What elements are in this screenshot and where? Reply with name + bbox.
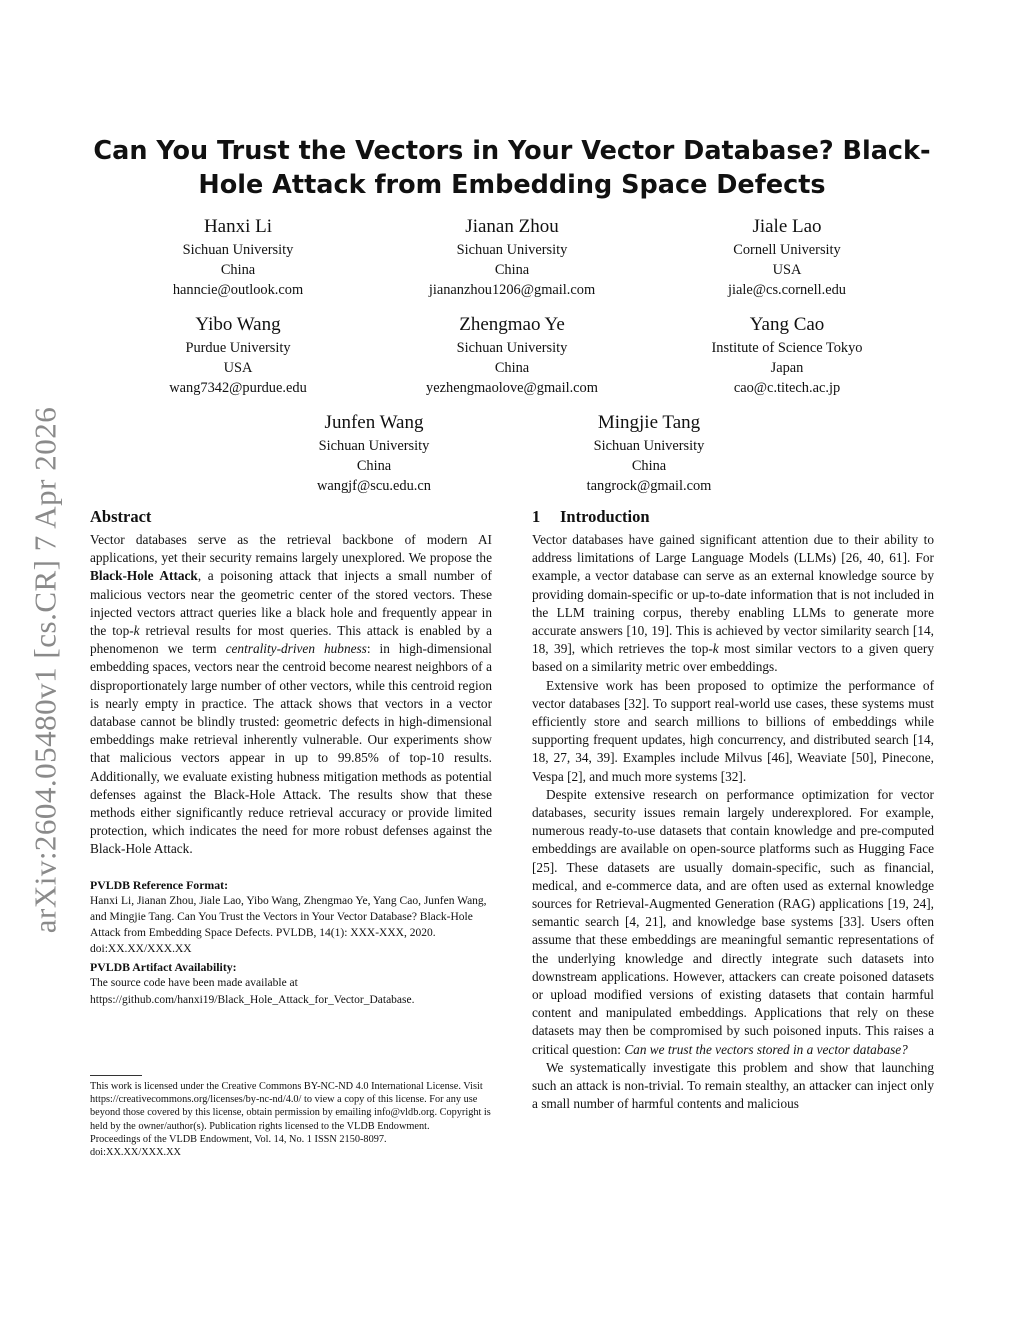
intro-paragraph: We systematically investigate this problem and show that launching such an attack is non-trivial. To remain stealthy, an attacker can inject only a small number of harmful contents and malicious (532, 1059, 934, 1112)
abstract-text: Vector databases serve as the retrieval backbone of modern AI applications, yet their security remains largely unexplored. We propose the Black-Hole Attack, a poisoning attack that injects a small number of malicious vectors near the geometric center of the stored vectors. These injected vectors attract queries like a black hole and frequently appear in the top-k retrieval results for most queries. This attack is enabled by a phenomenon we term centrality-driven hubness: in high-dimensional embedding spaces, vectors near the centroid become nearest neighbors of a disproportionately large number of other vectors, while this centroid region is nearly empty in practice. The attack shows that vectors in a vector database cannot be blindly trusted: geometric defects in high-dimensional embeddings make retrieval inherently vulnerable. Our experiments show that malicious vectors appear in up to 99.85% of top-10 results. Additionally, we evaluate existing hubness mitigation methods as potential defenses against the Black-Hole Attack. The results show that these methods either significantly reduce retrieval accuracy or provide limited protection, which indicates the need for more robust defenses against the Black-Hole Attack. (90, 532, 492, 857)
introduction-heading (532, 506, 934, 528)
author-name: Jiale Lao (752, 216, 822, 237)
author-country: USA (772, 262, 802, 278)
footnote-proceedings: Proceedings of the VLDB Endowment, Vol. 14, No. 1 ISSN 2150-8097. (90, 1133, 387, 1145)
author-card (382, 312, 642, 398)
intro-paragraph: Vector databases have gained significant attention due to their ability to address limitations of Large Language Models (LLMs) [26, 40, 61]. For example, a vector database can serve as an external knowledge source by providing domain-specific or up-to-date information that is not included in the LLM training corpus, thereby enabling LLMs to generate more accurate answers [10, 19]. This is achieved by vector similarity search [14, 18, 39], which retrieves the top-k most similar vectors to a given query based on a similarity metric over embeddings. (532, 532, 934, 675)
author-email[interactable]: wang7342@purdue.edu (169, 380, 307, 396)
author-email[interactable]: cao@c.titech.ac.jp (733, 380, 841, 396)
section-number: 1 (532, 507, 541, 526)
author-email[interactable]: yezhengmaolove@gmail.com (426, 380, 598, 396)
section-title: Introduction (560, 507, 650, 526)
arxiv-id-text: arXiv:2604.05480v1 [cs.CR] 7 Apr 2026 (27, 406, 62, 934)
author-row (0, 312, 1024, 402)
author-affiliation: Sichuan University (456, 242, 568, 258)
artifact-heading: PVLDB Artifact Availability: (90, 960, 237, 975)
author-email[interactable]: hanncie@outlook.com (172, 282, 304, 298)
artifact-text[interactable]: The source code have been made available at https://github.com/hanxi19/Black_Hole_Attack_for_Vector_Database. (90, 977, 415, 1006)
abstract-heading: Abstract (90, 507, 152, 526)
author-country: China (220, 262, 256, 278)
author-card (657, 214, 917, 300)
footnote-doi: doi:XX.XX/XXX.XX (90, 1147, 181, 1159)
author-affiliation: Sichuan University (593, 438, 705, 454)
paper-title: Can You Trust the Vectors in Your Vector Database? Black-Hole Attack from Embedding Space Defects (93, 136, 931, 200)
author-name: Junfen Wang (324, 412, 424, 433)
author-country: Japan (770, 360, 804, 376)
author-country: China (494, 262, 530, 278)
reference-format-text: Hanxi Li, Jianan Zhou, Jiale Lao, Yibo Wang, Zhengmao Ye, Yang Cao, Junfen Wang, and Mingjie Tang. Can You Trust the Vectors in Your Vector Database? Black-Hole Attack from Embedding Space Defects. PVLDB, 14(1): XXX-XXX, 2020. (90, 894, 487, 940)
author-row (0, 214, 1024, 304)
author-affiliation: Sichuan University (182, 242, 294, 258)
author-name: Yibo Wang (195, 314, 281, 335)
footnote-divider (90, 1075, 142, 1076)
author-affiliation: Institute of Science Tokyo (711, 340, 863, 356)
reference-doi: doi:XX.XX/XXX.XX (90, 943, 192, 956)
author-affiliation: Sichuan University (456, 340, 568, 356)
author-affiliation: Cornell University (733, 242, 841, 258)
author-affiliation: Sichuan University (318, 438, 430, 454)
footnote-license: This work is licensed under the Creative Commons BY-NC-ND 4.0 International License. Visit https://creativecommons.org/licenses/by-nc-nd/4.0/ to view a copy of this license. For any use beyond those covered by this license, obtain permission by emailing info@vldb.org. Copyright is held by the owner/author(s). Publication rights licensed to the VLDB Endowment. (90, 1081, 491, 1132)
author-card (657, 312, 917, 398)
author-name: Hanxi Li (203, 216, 273, 237)
author-name: Yang Cao (749, 314, 825, 335)
reference-format-heading: PVLDB Reference Format: (90, 877, 229, 892)
author-card (108, 312, 368, 398)
footnote (90, 1080, 492, 1159)
author-card (108, 214, 368, 300)
author-country: USA (223, 360, 253, 376)
right-column (532, 506, 934, 1114)
author-email[interactable]: wangjf@scu.edu.cn (317, 478, 431, 494)
author-country: China (494, 360, 530, 376)
left-column (90, 506, 492, 1008)
intro-paragraph: Extensive work has been proposed to optimize the performance of vector databases [32]. To support real-world use cases, these systems must efficiently store and search millions to billions of embeddings while supporting frequent updates, high concurrency, and distributed search [14, 18, 27, 34, 39]. Examples include Milvus [46], Weaviate [50], Pinecone, Vespa [2], and much more systems [32]. (532, 677, 934, 784)
author-card (519, 410, 779, 496)
author-row (0, 410, 1024, 500)
author-name: Mingjie Tang (597, 412, 701, 433)
author-card (382, 214, 642, 300)
abstract-bold-term: Black-Hole Attack (90, 568, 198, 584)
author-email[interactable]: jiale@cs.cornell.edu (728, 282, 846, 298)
author-affiliation: Purdue University (185, 340, 291, 356)
author-country: China (356, 458, 392, 474)
author-name: Jianan Zhou (465, 216, 559, 237)
author-email[interactable]: tangrock@gmail.com (586, 478, 712, 494)
author-email[interactable]: jiananzhou1206@gmail.com (428, 282, 596, 298)
abstract-italic-term: centrality-driven hubness (225, 641, 367, 657)
author-country: China (631, 458, 667, 474)
author-name: Zhengmao Ye (459, 314, 565, 335)
key-question: Can we trust the vectors stored in a vector database? (624, 1041, 908, 1057)
intro-paragraph: Despite extensive research on performance optimization for vector databases, security issues remain largely underexplored. For example, numerous ready-to-use datasets that contain knowledge and pre-computed embeddings are available on open-source platforms such as Hugging Face [25]. These datasets are usually domain-specific, such as financial, medical, and e-commerce data, and are often used as external knowledge sources for Retrieval-Augmented Generation (RAG) applications [19, 24], semantic search [4, 21], and knowledge base systems [33]. Users often assume that these embeddings are meaningful semantic representations of the underlying knowledge and directly integrate such datasets into downstream applications. However, attackers can create poisoned datasets or upload modified versions of existing datasets that contain harmful content and manipulated embeddings. Applications that rely on these datasets may then be compromised by such poisoned inputs. This raises a critical question: Can we trust the vectors stored in a vector database? (532, 786, 934, 1057)
author-card (244, 410, 504, 496)
